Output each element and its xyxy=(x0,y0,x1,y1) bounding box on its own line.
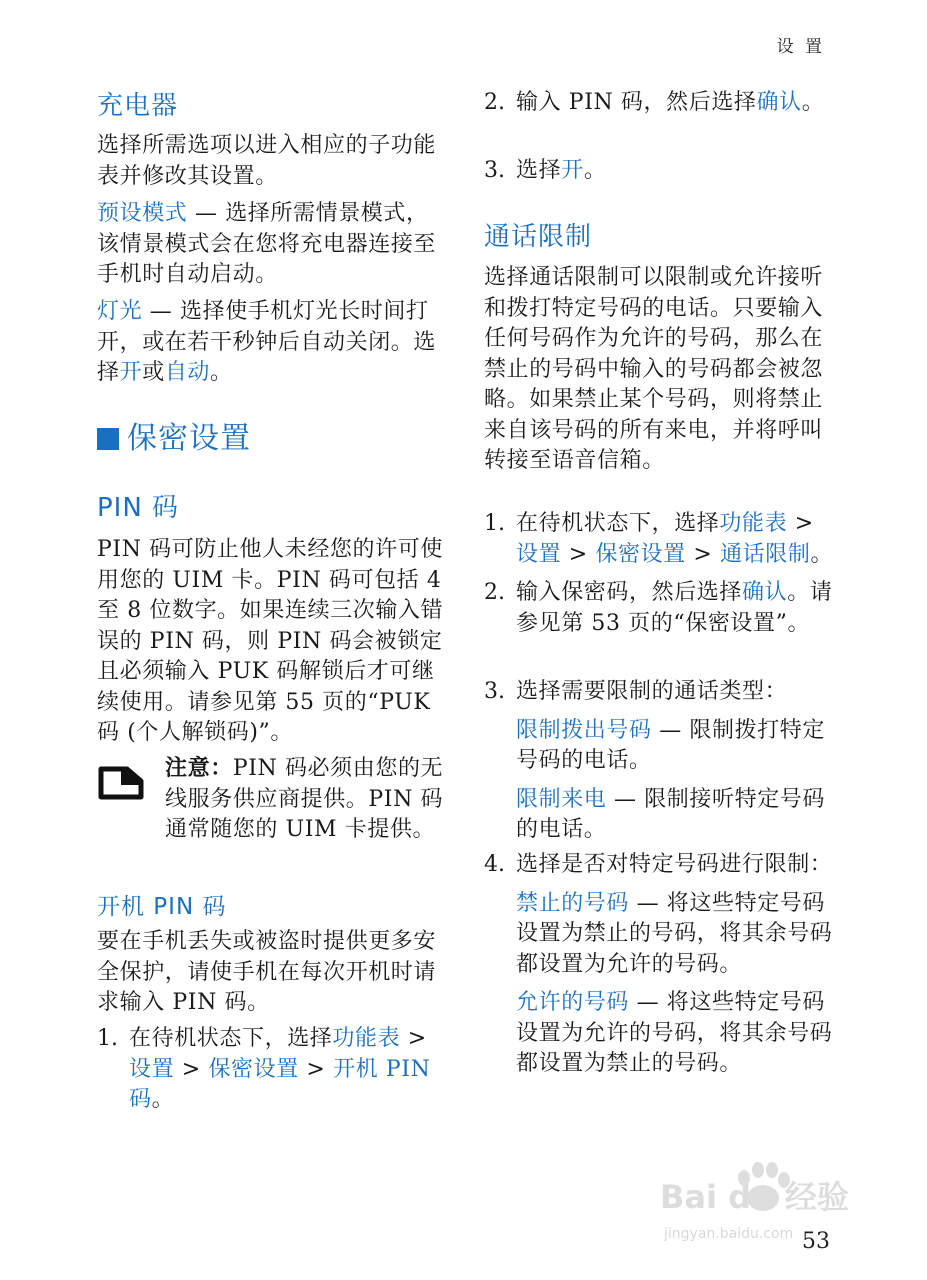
security-settings-label: 保密设置 xyxy=(127,421,251,456)
option-desc: 或 xyxy=(142,360,165,385)
link-menu[interactable]: 功能表 xyxy=(332,1026,401,1051)
list-number: 2. xyxy=(484,580,505,605)
list-number: 1. xyxy=(97,1026,118,1051)
link-on[interactable]: 开 xyxy=(119,360,143,385)
step-text: 输入 PIN 码，然后选择 xyxy=(516,90,757,115)
list-item xyxy=(97,1024,447,1116)
call-restriction-title: 通话限制 xyxy=(484,222,593,252)
list-number: 3. xyxy=(484,158,505,183)
link-call-restriction[interactable]: 通话限制 xyxy=(720,541,811,567)
charger-title: 充电器 xyxy=(97,91,179,121)
link-power-on-pin[interactable]: 开机 PIN 码 xyxy=(129,1056,431,1112)
watermark-brand: Bai du 经验 xyxy=(660,1178,849,1216)
option-desc: — 限制接听特定号码的电话。 xyxy=(516,786,825,842)
security-settings-title xyxy=(97,420,251,458)
number-option xyxy=(516,889,834,981)
pin-note xyxy=(165,754,450,846)
list-text xyxy=(516,88,834,119)
list-item xyxy=(484,850,834,1080)
list-number: 4. xyxy=(484,852,505,877)
step-text: 。 xyxy=(801,90,825,115)
power-pin-title: 开机 PIN 码 xyxy=(97,894,227,920)
step-text: 。请参见第 53 页的“保密设置”。 xyxy=(516,580,833,636)
link-light[interactable]: 灯光 xyxy=(97,299,143,324)
note-label: 注意： xyxy=(165,756,233,781)
link-auto[interactable]: 自动 xyxy=(164,360,211,385)
separator: > xyxy=(298,1056,334,1082)
separator: > xyxy=(174,1056,209,1082)
list-item xyxy=(484,578,834,639)
step-text: 。 xyxy=(810,541,834,567)
pin-body: PIN 码可防止他人未经您的许可使用您的 UIM 卡。PIN 码可包括 4 至 8 位数字。如果连续三次输入错误的 PIN 码，则 PIN 码会被锁定且必须输入 PUK 码解锁后才可继续使用。请参见第 55 页的“PUK 码 (个人解锁码)”。 xyxy=(97,537,444,745)
list-text xyxy=(516,509,834,570)
square-bullet-icon xyxy=(97,428,119,450)
charger-intro: 选择所需选项以进入相应的子功能表并修改其设置。 xyxy=(97,133,437,189)
step-text: 在待机状态下，选择 xyxy=(516,511,720,536)
page-number: 53 xyxy=(802,1229,830,1254)
step-text: 在待机状态下，选择 xyxy=(129,1026,333,1051)
option-desc: — 选择所需情景模式，该情景模式会在您将充电器连接至手机时自动启动。 xyxy=(97,201,437,287)
call-restriction-body: 选择通话限制可以限制或允许接听和拨打特定号码的电话。只要输入任何号码作为允许的号码，那么在禁止的号码中输入的号码都会被忽略。如果禁止某个号码，则将禁止来自该号码的所有来电，并将呼叫转接至语音信箱。 xyxy=(484,265,824,473)
link-settings[interactable]: 设置 xyxy=(129,1056,175,1082)
list-number: 3. xyxy=(484,679,505,704)
call-type-option xyxy=(516,785,834,846)
link-settings[interactable]: 设置 xyxy=(516,541,562,567)
charger-option-light xyxy=(97,297,447,389)
link-confirm[interactable]: 确认 xyxy=(756,90,802,115)
option-desc: — 选择使手机灯光长时间打开，或在若干秒钟后自动关闭。选择 xyxy=(97,299,437,385)
separator: > xyxy=(787,511,814,536)
option-desc: 。 xyxy=(210,360,233,385)
list-item xyxy=(484,88,834,119)
step-text: 输入保密码，然后选择 xyxy=(516,580,743,605)
link-menu[interactable]: 功能表 xyxy=(719,511,788,536)
watermark-url: jingyan.baidu.com xyxy=(664,1226,794,1242)
list-number: 2. xyxy=(484,90,505,115)
link-security-settings[interactable]: 保密设置 xyxy=(208,1056,299,1082)
list-item xyxy=(484,156,834,187)
option-desc: — 将这些特定号码设置为允许的号码，将其余号码都设置为禁止的号码。 xyxy=(516,990,833,1076)
link-restrict-outgoing[interactable]: 限制拨出号码 xyxy=(516,717,652,743)
separator: > xyxy=(685,541,721,567)
step-text: 。 xyxy=(583,158,607,183)
call-type-option xyxy=(516,716,834,777)
list-text xyxy=(516,156,834,187)
list-text: 选择是否对特定号码进行限制： xyxy=(516,852,833,877)
charger-option-profile xyxy=(97,199,447,291)
link-preset-mode[interactable]: 预设模式 xyxy=(97,201,188,226)
separator: > xyxy=(561,541,596,567)
link-restrict-incoming[interactable]: 限制来电 xyxy=(516,786,607,812)
link-confirm[interactable]: 确认 xyxy=(742,580,788,605)
step-text: 。 xyxy=(151,1087,175,1112)
list-item xyxy=(484,509,834,570)
list-text xyxy=(129,1024,447,1116)
list-number: 1. xyxy=(484,511,505,536)
number-option xyxy=(516,988,834,1080)
list-text: 选择需要限制的通话类型： xyxy=(516,679,788,704)
option-desc: — 限制拨打特定号码的电话。 xyxy=(516,717,825,773)
link-forbidden-numbers[interactable]: 禁止的号码 xyxy=(516,890,630,916)
separator: > xyxy=(400,1026,427,1051)
note-icon xyxy=(97,765,147,801)
baidu-watermark xyxy=(660,1140,880,1250)
running-header: 设 置 xyxy=(776,37,825,57)
link-allowed-numbers[interactable]: 允许的号码 xyxy=(516,990,630,1015)
list-text xyxy=(516,578,834,639)
list-item xyxy=(484,677,834,846)
link-on[interactable]: 开 xyxy=(561,158,584,183)
power-pin-body: 要在手机丢失或被盗时提供更多安全保护，请使手机在每次开机时请求输入 PIN 码。 xyxy=(97,929,437,1015)
note-text: PIN 码必须由您的无线服务供应商提供。PIN 码通常随您的 UIM 卡提供。 xyxy=(165,756,444,842)
option-desc: — 将这些特定号码设置为禁止的号码，将其余号码都设置为允许的号码。 xyxy=(516,890,833,977)
step-text: 选择 xyxy=(516,158,562,183)
link-security-settings[interactable]: 保密设置 xyxy=(595,541,686,567)
pin-title: PIN 码 xyxy=(97,493,180,523)
